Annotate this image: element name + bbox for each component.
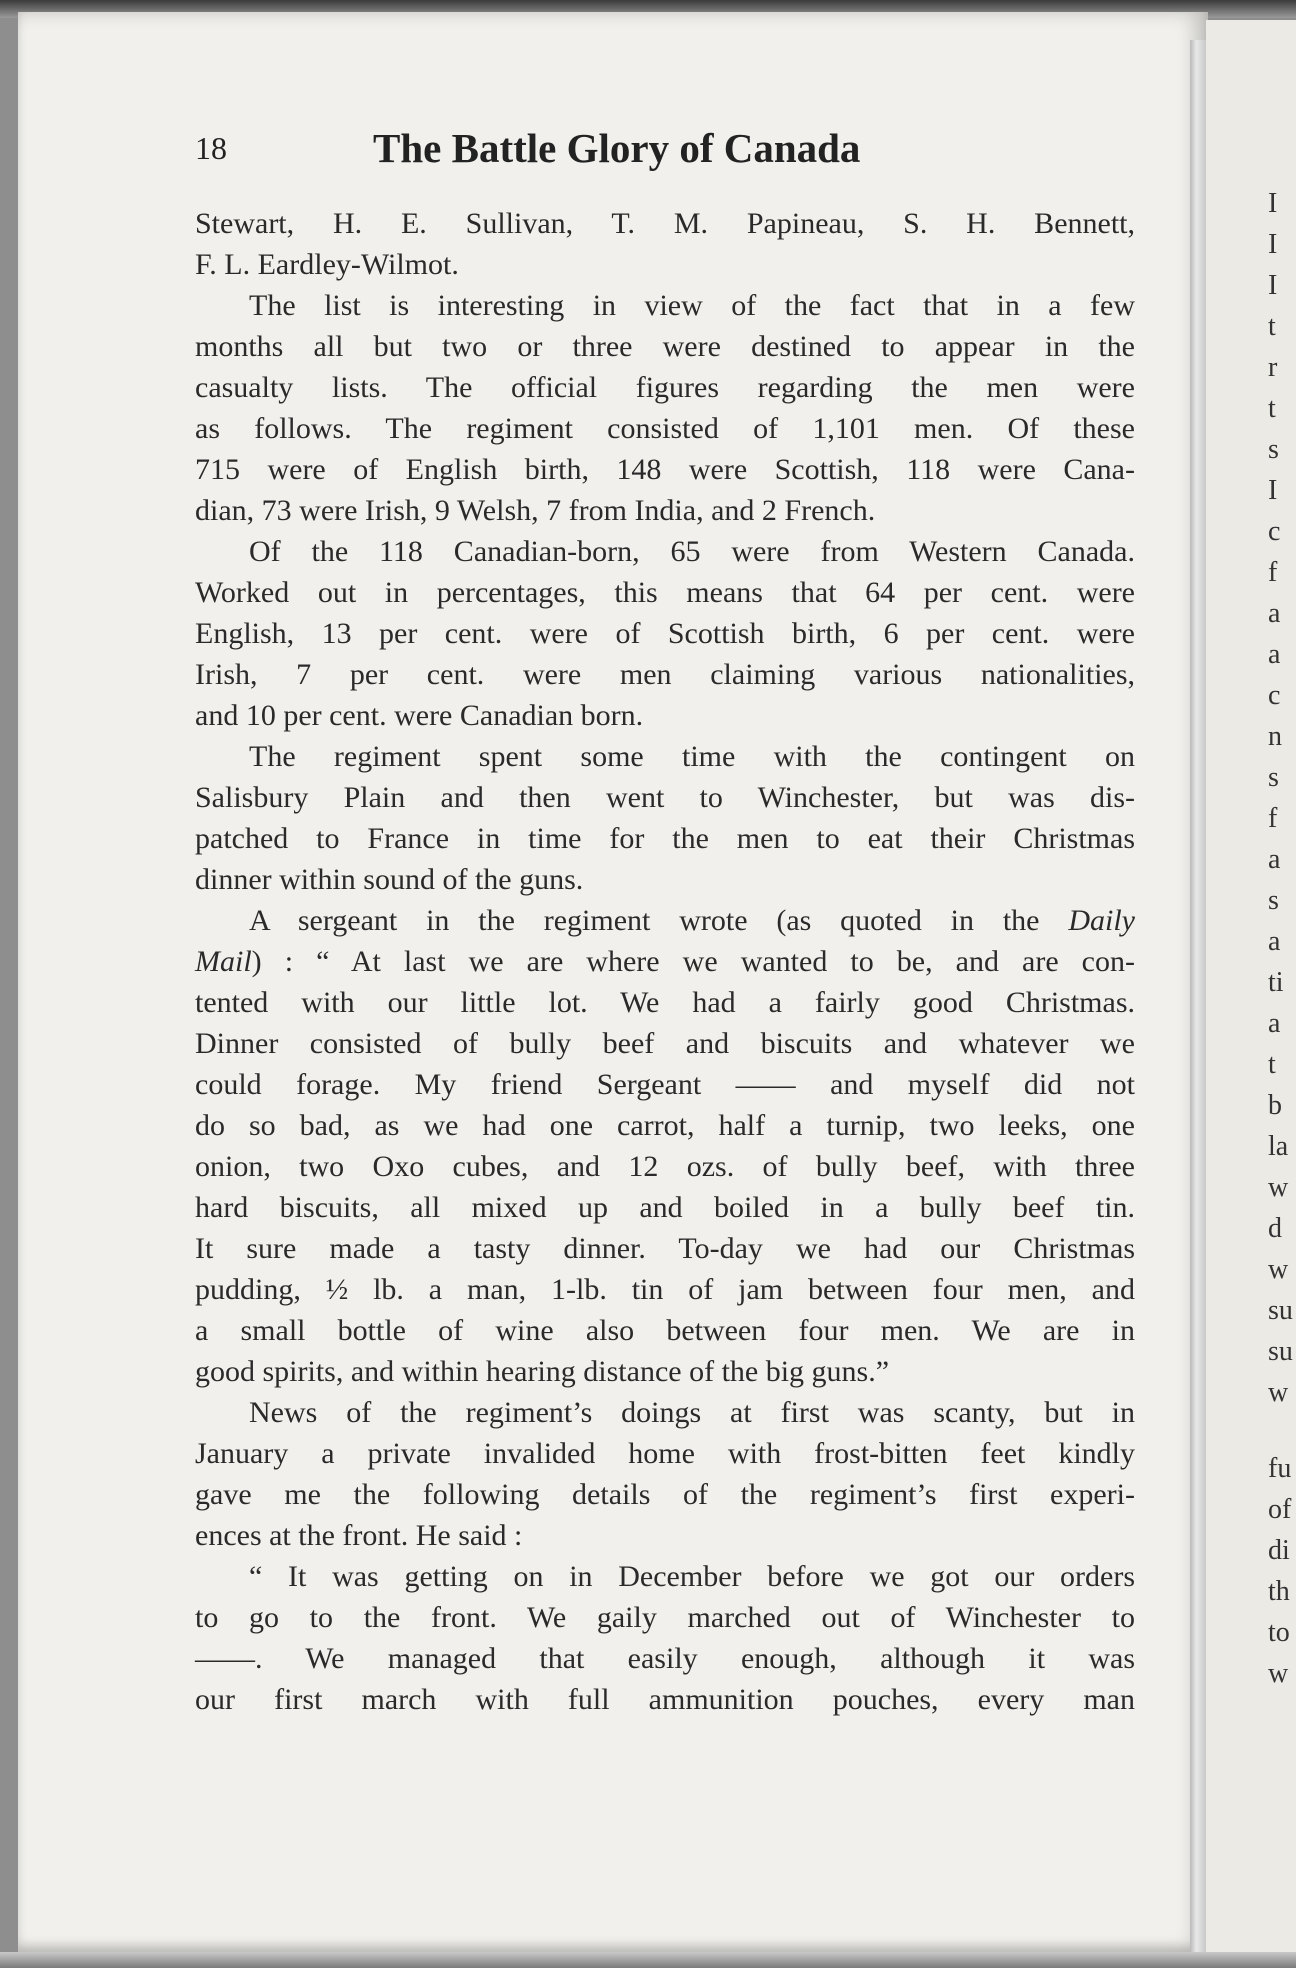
facing-page-fragment: la: [1268, 1131, 1289, 1162]
text-line: 715 were of English birth, 148 were Scottish, 118 were Cana-: [195, 453, 1135, 486]
text-line: hard biscuits, all mixed up and boiled in a bully beef tin.: [195, 1191, 1135, 1224]
text-line: Worked out in percentages, this means that 64 per cent. were: [195, 576, 1135, 609]
text-line: gave me the following details of the regiment’s first experi-: [195, 1478, 1135, 1511]
facing-page-fragment: d: [1268, 1213, 1282, 1244]
text-line: onion, two Oxo cubes, and 12 ozs. of bully beef, with three: [195, 1150, 1135, 1183]
facing-page-fragment: a: [1268, 639, 1281, 670]
text-line: Irish, 7 per cent. were men claiming various nationalities,: [195, 658, 1135, 691]
text-line: “ It was getting on in December before we got our orders: [249, 1560, 1135, 1593]
text-line: our first march with full ammunition pouches, every man: [195, 1683, 1135, 1716]
facing-page-edge: [1206, 20, 1296, 1968]
text-line: do so bad, as we had one carrot, half a turnip, two leeks, one: [195, 1109, 1135, 1142]
facing-page-fragment: s: [1268, 434, 1279, 465]
facing-page-fragment: t: [1268, 311, 1276, 342]
book-gutter: [1190, 40, 1206, 1960]
facing-page-fragment: a: [1268, 1008, 1281, 1039]
facing-page-fragment: di: [1268, 1535, 1290, 1566]
facing-page-fragment: ti: [1268, 967, 1284, 998]
text-line: Of the 118 Canadian-born, 65 were from Western Canada.: [249, 535, 1135, 568]
facing-page-fragment: su: [1268, 1295, 1293, 1326]
facing-page-fragment: a: [1268, 844, 1281, 875]
text-line: patched to France in time for the men to eat their Christmas: [195, 822, 1135, 855]
facing-page-fragment: f: [1268, 557, 1278, 588]
facing-page-fragment: t: [1268, 393, 1276, 424]
text-line: January a private invalided home with frost-bitten feet kindly: [195, 1437, 1135, 1470]
facing-page-fragment: of: [1268, 1494, 1292, 1525]
facing-page-fragment: a: [1268, 598, 1281, 629]
running-title: The Battle Glory of Canada: [373, 125, 861, 171]
facing-page-fragment: w: [1268, 1254, 1289, 1285]
text-line: English, 13 per cent. were of Scottish birth, 6 per cent. were: [195, 617, 1135, 650]
text-line: to go to the front. We gaily marched out of Winchester to: [195, 1601, 1135, 1634]
facing-page-fragment: n: [1268, 721, 1282, 752]
text-line: Stewart, H. E. Sullivan, T. M. Papineau, S. H. Bennett,: [195, 207, 1135, 240]
text-line: as follows. The regiment consisted of 1,101 men. Of these: [195, 412, 1135, 445]
facing-page-fragment: s: [1268, 762, 1279, 793]
facing-page-fragment: I: [1268, 475, 1278, 506]
scan-bottom-edge: [0, 1952, 1296, 1968]
text-line: News of the regiment’s doings at first was scanty, but in: [249, 1396, 1135, 1429]
body-text: [195, 203, 1135, 1720]
facing-page-fragment: b: [1268, 1090, 1282, 1121]
facing-page-fragment: th: [1268, 1576, 1290, 1607]
text-line: casualty lists. The official figures regarding the men were: [195, 371, 1135, 404]
text-line: Mail) : “ At last we are where we wanted to be, and are con-: [195, 945, 1135, 978]
facing-page-fragment: c: [1268, 680, 1281, 711]
text-line: dian, 73 were Irish, 9 Welsh, 7 from India, and 2 French.: [195, 494, 876, 527]
facing-page-fragment: t: [1268, 1049, 1276, 1080]
page-header: [195, 125, 1135, 176]
text-line: a small bottle of wine also between four men. We are in: [195, 1314, 1135, 1347]
text-line: ——. We managed that easily enough, although it was: [195, 1642, 1135, 1675]
facing-page-fragment: c: [1268, 516, 1281, 547]
text-line: tented with our little lot. We had a fairly good Christmas.: [195, 986, 1135, 1019]
facing-page-fragment: I: [1268, 188, 1278, 219]
text-line: Salisbury Plain and then went to Winchester, but was dis-: [195, 781, 1135, 814]
text-line: Dinner consisted of bully beef and biscuits and whatever we: [195, 1027, 1135, 1060]
facing-page-fragment: s: [1268, 885, 1279, 916]
facing-page-fragment: su: [1268, 1336, 1293, 1367]
text-line: dinner within sound of the guns.: [195, 863, 584, 896]
text-line: months all but two or three were destined to appear in the: [195, 330, 1135, 363]
text-line: The list is interesting in view of the fact that in a few: [249, 289, 1135, 322]
text-line: A sergeant in the regiment wrote (as quoted in the Daily: [249, 904, 1135, 937]
page-number: 18: [195, 130, 227, 166]
text-line: could forage. My friend Sergeant —— and myself did not: [195, 1068, 1135, 1101]
facing-page-fragment: r: [1268, 352, 1278, 383]
facing-page-fragment: w: [1268, 1377, 1289, 1408]
facing-page-fragment: w: [1268, 1658, 1289, 1689]
text-line: The regiment spent some time with the contingent on: [249, 740, 1135, 773]
text-line: pudding, ½ lb. a man, 1-lb. tin of jam between four men, and: [195, 1273, 1135, 1306]
facing-page-fragment: I: [1268, 270, 1278, 301]
facing-page-fragment: I: [1268, 229, 1278, 260]
text-line: ences at the front. He said :: [195, 1519, 523, 1552]
facing-page-fragment: a: [1268, 926, 1281, 957]
facing-page-fragment: w: [1268, 1172, 1289, 1203]
facing-page-fragment: to: [1268, 1617, 1290, 1648]
text-line: It sure made a tasty dinner. To-day we had our Christmas: [195, 1232, 1135, 1265]
text-line: F. L. Eardley-Wilmot.: [195, 248, 459, 281]
text-line: and 10 per cent. were Canadian born.: [195, 699, 644, 732]
facing-page-fragment: fu: [1268, 1453, 1292, 1484]
facing-page-fragment: f: [1268, 803, 1278, 834]
text-line: good spirits, and within hearing distance of the big guns.”: [195, 1355, 890, 1388]
